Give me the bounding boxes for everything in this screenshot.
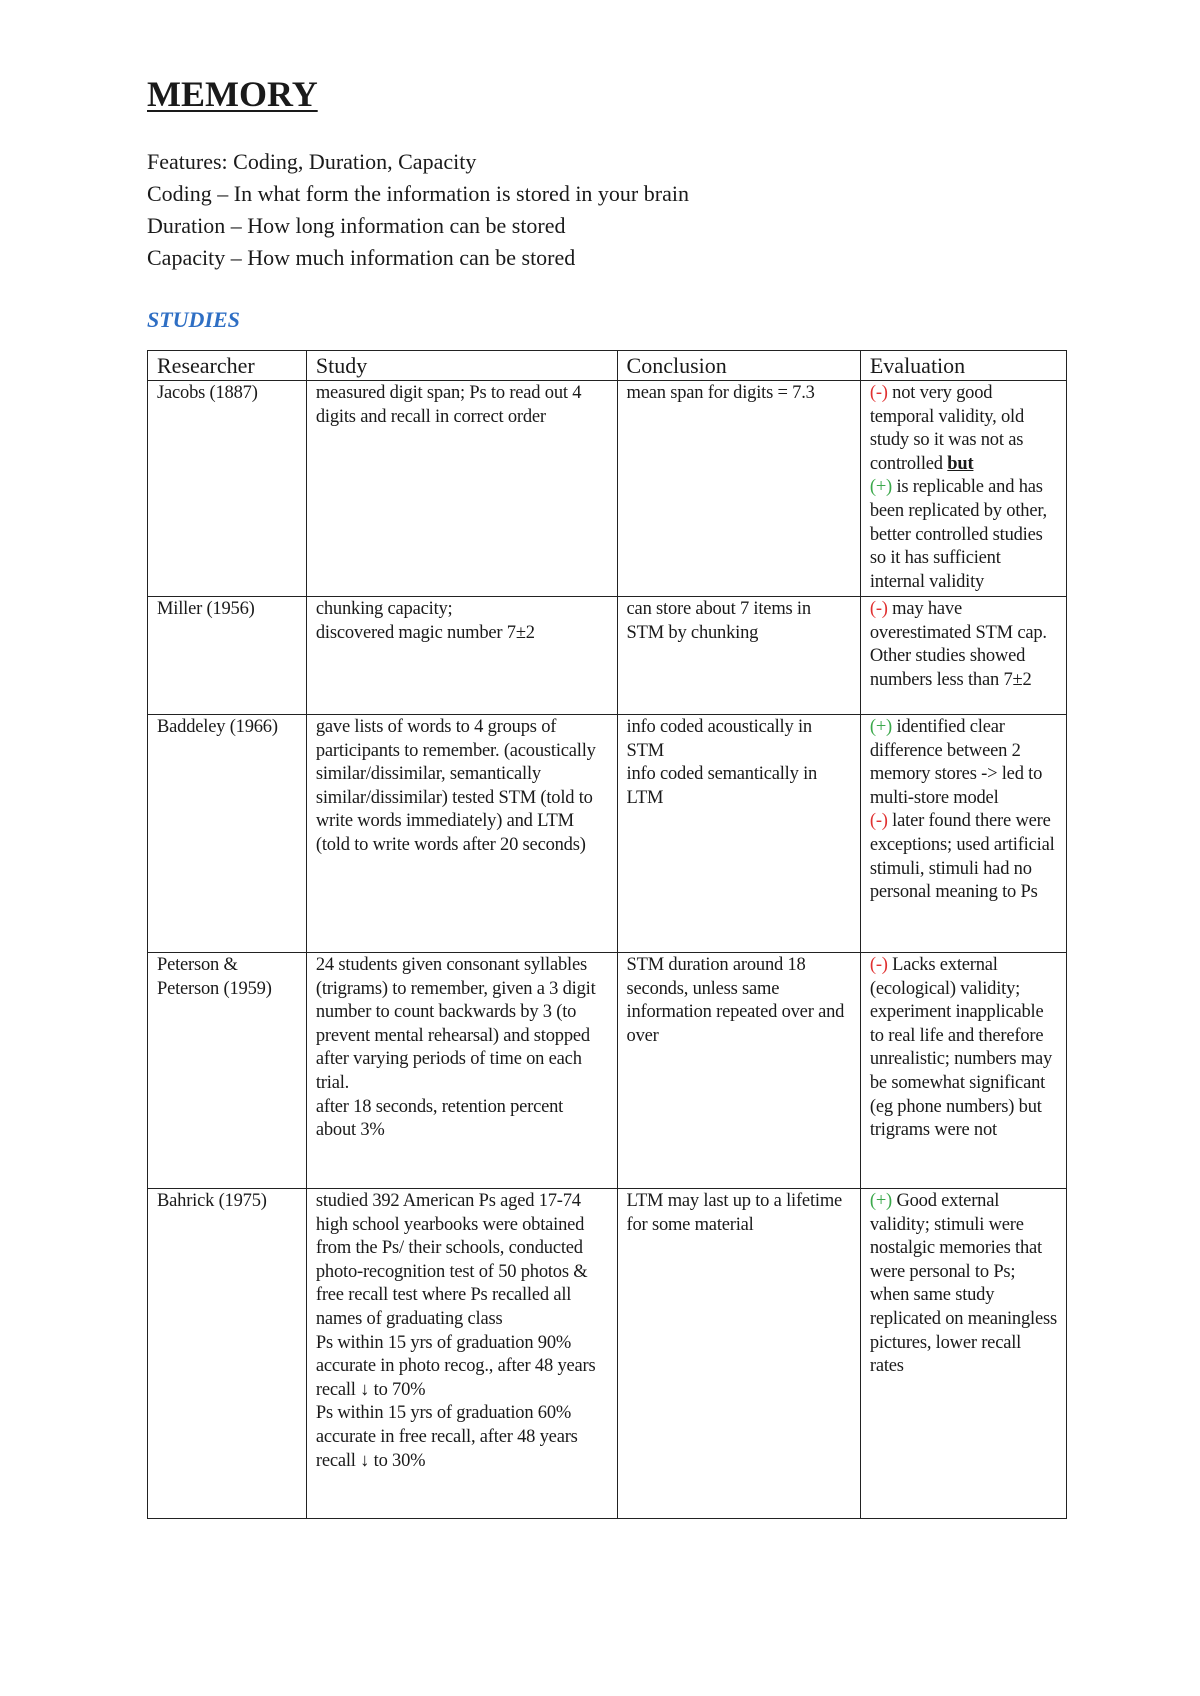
- conclusion-text: info coded acoustically in STM: [626, 717, 812, 761]
- study-text: gave lists of words to 4 groups of participants to remember. (acoustically similar/dissimilar, semantically similar/dissimilar) tested STM (told to write words immediately) and LTM (told to write words after 20 seconds): [315, 717, 596, 855]
- table-header-row: [148, 351, 1067, 381]
- header-study: Study: [306, 351, 617, 381]
- researcher-cell: Peterson & Peterson (1959): [148, 953, 307, 1189]
- study-text: Ps within 15 yrs of graduation 90% accurate in photo recog., after 48 years recall ↓ to 70%: [315, 1332, 596, 1400]
- evaluation-text: Lacks external (ecological) validity; experiment inapplicable to real life and therefore unrealistic; numbers may be somewhat significant (eg phone numbers) but trigrams were not: [869, 955, 1053, 1141]
- conclusion-text: LTM may last up to a lifetime for some material: [626, 1191, 843, 1235]
- conclusion-cell: [617, 715, 860, 953]
- page-title: MEMORY: [147, 74, 318, 114]
- study-cell: [306, 953, 617, 1189]
- study-text: discovered magic number 7±2: [315, 622, 535, 643]
- capacity-definition: Capacity – How much information can be stored: [147, 245, 576, 270]
- study-text: Ps within 15 yrs of graduation 60% accurate in free recall, after 48 years recall ↓ to 30%: [315, 1403, 578, 1471]
- features-line: Features: Coding, Duration, Capacity: [147, 149, 477, 174]
- evaluation-cell: [860, 953, 1066, 1189]
- conclusion-cell: [617, 381, 860, 597]
- evaluation-text: is replicable and has been replicated by other, better controlled studies so it has sufficient internal validity: [869, 477, 1047, 592]
- negative-marker: (-): [869, 599, 888, 619]
- header-evaluation: Evaluation: [860, 351, 1066, 381]
- positive-marker: (+): [869, 717, 893, 737]
- table-row: [148, 381, 1067, 597]
- researcher-cell: Baddeley (1966): [148, 715, 307, 953]
- negative-marker: (-): [869, 811, 888, 832]
- evaluation-cell: [860, 597, 1066, 715]
- evaluation-cell: [860, 715, 1066, 953]
- conclusion-text: can store about 7 items in STM by chunking: [626, 599, 811, 643]
- evaluation-text: later found there were exceptions; used artificial stimuli, stimuli had no personal meaning to Ps: [869, 811, 1055, 903]
- table-row: [148, 597, 1067, 715]
- negative-marker: (-): [869, 383, 888, 403]
- study-text: after 18 seconds, retention percent about 3%: [315, 1096, 564, 1141]
- study-text: high school yearbooks were obtained from the Ps/ their schools, conducted photo-recognition test of 50 photos & free recall test where Ps recalled all names of graduating class: [315, 1214, 588, 1329]
- researcher-cell: Miller (1956): [148, 597, 307, 715]
- evaluation-text: identified clear difference between 2 memory stores -> led to multi-store model: [869, 717, 1043, 808]
- study-text: studied 392 American Ps aged 17-74: [315, 1191, 581, 1211]
- header-researcher: Researcher: [148, 351, 307, 381]
- table-row: [148, 953, 1067, 1189]
- conclusion-text: STM duration around 18 seconds, unless same information repeated over and over: [626, 955, 845, 1046]
- studies-table: [147, 350, 1067, 1519]
- document-page: [147, 72, 1067, 1519]
- coding-definition: Coding – In what form the information is stored in your brain: [147, 181, 689, 206]
- positive-marker: (+): [869, 477, 893, 498]
- evaluation-text: not very good temporal validity, old study so it was not as controlled: [869, 383, 1025, 474]
- duration-definition: Duration – How long information can be stored: [147, 213, 566, 238]
- conclusion-text: mean span for digits = 7.3: [626, 383, 815, 403]
- study-cell: [306, 381, 617, 597]
- header-conclusion: Conclusion: [617, 351, 860, 381]
- conclusion-cell: [617, 1189, 860, 1519]
- evaluation-text: may have overestimated STM cap. Other studies showed numbers less than 7±2: [869, 599, 1047, 690]
- researcher-cell: Jacobs (1887): [148, 381, 307, 597]
- table-row: [148, 1189, 1067, 1519]
- study-text: 24 students given consonant syllables (trigrams) to remember, given a 3 digit number to count backwards by 3 (to prevent mental rehearsal) and stopped after varying periods of time on each trial.: [315, 955, 596, 1093]
- study-cell: [306, 1189, 617, 1519]
- conclusion-cell: [617, 953, 860, 1189]
- evaluation-cell: [860, 381, 1066, 597]
- table-row: [148, 715, 1067, 953]
- study-cell: [306, 597, 617, 715]
- study-cell: [306, 715, 617, 953]
- studies-heading: STUDIES: [147, 307, 240, 332]
- conclusion-cell: [617, 597, 860, 715]
- intro-block: [147, 146, 1067, 274]
- negative-marker: (-): [869, 955, 888, 975]
- positive-marker: (+): [869, 1191, 893, 1211]
- study-text: measured digit span; Ps to read out 4 digits and recall in correct order: [315, 383, 582, 427]
- emphasis-but: but: [947, 453, 974, 474]
- evaluation-text: Good external validity; stimuli were nostalgic memories that were personal to Ps; when same study replicated on meaningless pictures, lower recall rates: [869, 1191, 1057, 1377]
- evaluation-cell: [860, 1189, 1066, 1519]
- researcher-cell: Bahrick (1975): [148, 1189, 307, 1519]
- conclusion-text: info coded semantically in LTM: [626, 764, 818, 808]
- study-text: chunking capacity;: [315, 599, 453, 619]
